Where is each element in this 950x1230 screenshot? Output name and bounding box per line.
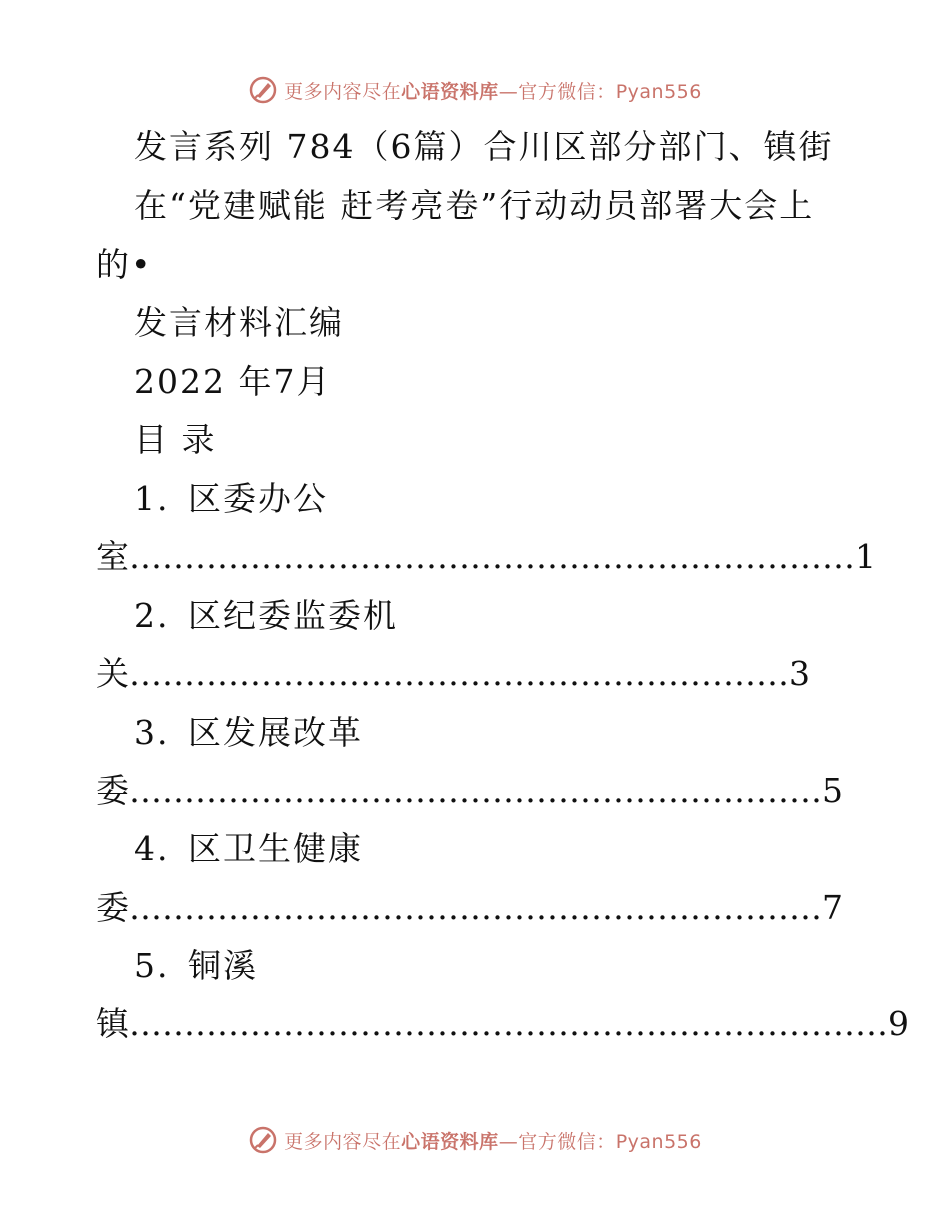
pen-logo-icon — [248, 75, 278, 105]
toc-page-number: 3 — [789, 654, 810, 693]
toc-page-number: 5 — [822, 771, 843, 810]
toc-heading: 目 录 — [134, 420, 217, 459]
toc-entry-2-leader-row[interactable]: 关 …………………………………………………… 3 — [96, 654, 810, 693]
toc-page-number: 7 — [822, 888, 843, 927]
watermark-text: 更多内容尽在心语资料库—官方微信：Pyan556 — [284, 80, 702, 103]
watermark-text: 更多内容尽在心语资料库—官方微信：Pyan556 — [284, 1130, 702, 1153]
toc-entry-2-title[interactable]: 2. 区纪委监委机 — [134, 596, 398, 635]
toc-entry-5-leader-row[interactable]: 镇 …………………………………………………………… 9 — [96, 1004, 909, 1043]
document-date: 2022 年7月 — [134, 362, 332, 401]
toc-entry-3-leader-row[interactable]: 委 ……………………………………………………… 5 — [96, 771, 843, 810]
toc-entry-1-title[interactable]: 1. 区委办公 — [134, 479, 328, 518]
toc-entry-4-title[interactable]: 4. 区卫生健康 — [134, 829, 363, 868]
pen-logo-icon — [248, 1125, 278, 1155]
toc-entry-1-leader-row[interactable]: 室 ………………………………………………………… 1 — [96, 537, 876, 576]
toc-page-number: 1 — [855, 537, 876, 576]
watermark-header — [0, 70, 950, 110]
toc-entry-3-title[interactable]: 3. 区发展改革 — [134, 713, 363, 752]
toc-entry-4-leader-row[interactable]: 委 ……………………………………………………… 7 — [96, 888, 843, 927]
title-line-2: 在“党建赋能 赶考亮卷”行动动员部署大会上 — [134, 186, 815, 225]
toc-entry-5-title[interactable]: 5. 铜溪 — [134, 946, 258, 985]
title-line-1: 发言系列 784（6篇）合川区部分部门、镇街 — [134, 127, 834, 166]
title-line-3: 的• — [96, 245, 153, 284]
watermark-footer — [0, 1120, 950, 1160]
title-line-4: 发言材料汇编 — [134, 303, 344, 342]
toc-page-number: 9 — [888, 1004, 909, 1043]
